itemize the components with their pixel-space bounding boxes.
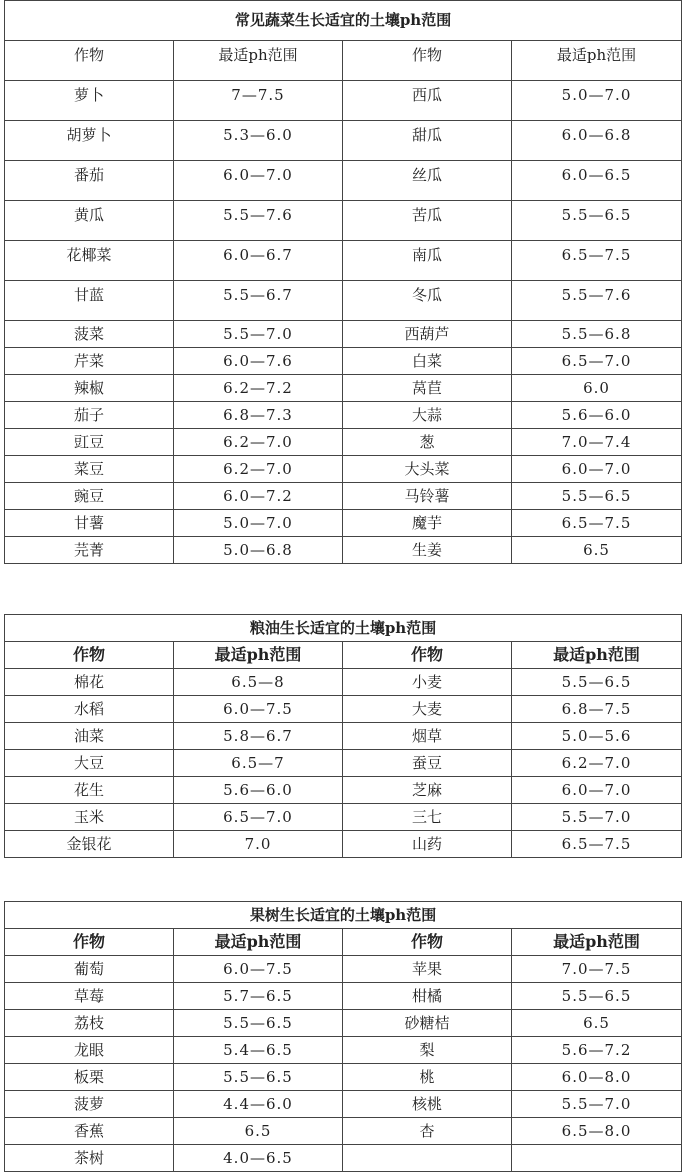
ph-range-cell: 5.5—6.8 [512,321,682,348]
crop-cell: 辣椒 [5,375,174,402]
ph-range-cell: 6.0—7.5 [174,956,343,983]
ph-range-cell: 6.0—7.0 [512,456,682,483]
crop-cell: 马铃薯 [343,483,512,510]
crop-cell: 花生 [5,777,174,804]
header-ph: 最适ph范围 [174,642,343,669]
table-row [5,161,682,201]
crop-cell: 荔枝 [5,1010,174,1037]
ph-range-cell: 6.5—8.0 [512,1118,682,1145]
grains-table-title: 粮油生长适宜的土壤ph范围 [5,615,682,642]
crop-cell: 烟草 [343,723,512,750]
table-row [5,321,682,348]
ph-range-cell: 5.0—7.0 [174,510,343,537]
ph-range-cell: 6.5 [174,1118,343,1145]
crop-cell: 胡萝卜 [5,121,174,161]
ph-range-cell: 7.0—7.4 [512,429,682,456]
ph-range-cell: 5.6—7.2 [512,1037,682,1064]
ph-range-cell: 6.0 [512,375,682,402]
vegetables-header-row [5,41,682,81]
crop-cell: 桃 [343,1064,512,1091]
ph-range-cell: 5.5—7.6 [174,201,343,241]
table-row [5,510,682,537]
ph-range-cell: 5.3—6.0 [174,121,343,161]
ph-range-cell: 5.5—6.5 [512,983,682,1010]
crop-cell: 玉米 [5,804,174,831]
crop-cell: 核桃 [343,1091,512,1118]
ph-range-cell [512,1145,682,1172]
table-row [5,777,682,804]
crop-cell: 丝瓜 [343,161,512,201]
table-row [5,831,682,858]
ph-range-cell: 6.2—7.0 [174,429,343,456]
ph-range-cell: 5.5—6.7 [174,281,343,321]
crop-cell: 苹果 [343,956,512,983]
crop-cell: 油菜 [5,723,174,750]
table-row [5,537,682,564]
ph-range-cell: 6.2—7.0 [512,750,682,777]
crop-cell: 梨 [343,1037,512,1064]
ph-range-cell: 6.5—7.0 [174,804,343,831]
header-ph: 最适ph范围 [174,41,343,81]
ph-range-cell: 5.4—6.5 [174,1037,343,1064]
crop-cell: 葱 [343,429,512,456]
ph-range-cell: 5.5—6.5 [512,669,682,696]
ph-range-cell: 6.5 [512,537,682,564]
crop-cell: 豌豆 [5,483,174,510]
ph-range-cell: 5.6—6.0 [174,777,343,804]
ph-range-cell: 6.0—6.5 [512,161,682,201]
crop-cell: 甘蓝 [5,281,174,321]
grains-table [4,614,682,858]
ph-range-cell: 5.0—7.0 [512,81,682,121]
table-row [5,1091,682,1118]
table-row [5,348,682,375]
crop-cell: 魔芋 [343,510,512,537]
ph-range-cell: 6.2—7.0 [174,456,343,483]
ph-range-cell: 4.4—6.0 [174,1091,343,1118]
ph-range-cell: 6.0—6.8 [512,121,682,161]
ph-range-cell: 5.5—7.0 [512,804,682,831]
crop-cell: 大豆 [5,750,174,777]
header-crop: 作物 [5,929,174,956]
fruits-header-row [5,929,682,956]
crop-cell: 芫菁 [5,537,174,564]
crop-cell: 萝卜 [5,81,174,121]
ph-range-cell: 6.5—8 [174,669,343,696]
crop-cell: 芹菜 [5,348,174,375]
table-row [5,696,682,723]
header-crop: 作物 [5,642,174,669]
table-row [5,669,682,696]
ph-range-cell: 5.5—7.0 [174,321,343,348]
crop-cell: 豇豆 [5,429,174,456]
crop-cell: 棉花 [5,669,174,696]
table-row [5,1118,682,1145]
ph-range-cell: 5.0—6.8 [174,537,343,564]
crop-cell: 蚕豆 [343,750,512,777]
ph-range-cell: 6.2—7.2 [174,375,343,402]
table-row [5,281,682,321]
crop-cell: 南瓜 [343,241,512,281]
ph-range-cell: 7.0 [174,831,343,858]
ph-range-cell: 6.0—8.0 [512,1064,682,1091]
crop-cell: 柑橘 [343,983,512,1010]
header-ph: 最适ph范围 [512,41,682,81]
ph-range-cell: 5.5—6.5 [174,1064,343,1091]
ph-range-cell: 6.0—7.0 [512,777,682,804]
crop-cell: 花椰菜 [5,241,174,281]
ph-range-cell: 6.0—7.2 [174,483,343,510]
header-ph: 最适ph范围 [174,929,343,956]
header-crop: 作物 [343,929,512,956]
ph-range-cell: 4.0—6.5 [174,1145,343,1172]
ph-range-cell: 6.0—7.0 [174,161,343,201]
crop-cell: 芝麻 [343,777,512,804]
crop-cell: 杏 [343,1118,512,1145]
crop-cell: 茄子 [5,402,174,429]
table-row [5,121,682,161]
crop-cell [343,1145,512,1172]
header-crop: 作物 [5,41,174,81]
ph-range-cell: 7.0—7.5 [512,956,682,983]
header-crop: 作物 [343,41,512,81]
table-row [5,1145,682,1172]
crop-cell: 板栗 [5,1064,174,1091]
crop-cell: 水稻 [5,696,174,723]
table-row [5,956,682,983]
crop-cell: 茶树 [5,1145,174,1172]
header-ph: 最适ph范围 [512,642,682,669]
crop-cell: 苦瓜 [343,201,512,241]
table-row [5,429,682,456]
ph-range-cell: 6.5—7.5 [512,241,682,281]
crop-cell: 龙眼 [5,1037,174,1064]
table-row [5,1064,682,1091]
vegetables-table [4,0,682,564]
table-row [5,241,682,281]
ph-range-cell: 6.0—7.6 [174,348,343,375]
crop-cell: 西葫芦 [343,321,512,348]
ph-range-cell: 6.5 [512,1010,682,1037]
crop-cell: 甘薯 [5,510,174,537]
crop-cell: 菜豆 [5,456,174,483]
table-row [5,750,682,777]
crop-cell: 生姜 [343,537,512,564]
ph-range-cell: 6.5—7.0 [512,348,682,375]
ph-range-cell: 5.6—6.0 [512,402,682,429]
ph-range-cell: 5.7—6.5 [174,983,343,1010]
ph-range-cell: 5.5—6.5 [512,201,682,241]
crop-cell: 莴苣 [343,375,512,402]
crop-cell: 草莓 [5,983,174,1010]
ph-range-cell: 6.5—7 [174,750,343,777]
table-row [5,402,682,429]
crop-cell: 大麦 [343,696,512,723]
ph-range-cell: 5.5—6.5 [512,483,682,510]
ph-range-cell: 5.8—6.7 [174,723,343,750]
fruits-table [4,901,682,1172]
ph-range-cell: 5.0—5.6 [512,723,682,750]
ph-range-cell: 6.8—7.3 [174,402,343,429]
table-row [5,983,682,1010]
crop-cell: 葡萄 [5,956,174,983]
grains-header-row [5,642,682,669]
table-row [5,1010,682,1037]
table-row [5,723,682,750]
crop-cell: 冬瓜 [343,281,512,321]
crop-cell: 山药 [343,831,512,858]
crop-cell: 砂糖桔 [343,1010,512,1037]
crop-cell: 小麦 [343,669,512,696]
ph-range-cell: 6.5—7.5 [512,831,682,858]
table-row [5,483,682,510]
vegetables-table-title: 常见蔬菜生长适宜的土壤ph范围 [5,1,682,41]
crop-cell: 番茄 [5,161,174,201]
table-row [5,1037,682,1064]
table-row [5,375,682,402]
fruits-table-title: 果树生长适宜的土壤ph范围 [5,902,682,929]
ph-range-cell: 6.5—7.5 [512,510,682,537]
table-row [5,804,682,831]
ph-range-cell: 6.0—7.5 [174,696,343,723]
crop-cell: 西瓜 [343,81,512,121]
table-row [5,456,682,483]
crop-cell: 大头菜 [343,456,512,483]
ph-range-cell: 5.5—7.0 [512,1091,682,1118]
crop-cell: 三七 [343,804,512,831]
crop-cell: 白菜 [343,348,512,375]
crop-cell: 甜瓜 [343,121,512,161]
header-crop: 作物 [343,642,512,669]
crop-cell: 香蕉 [5,1118,174,1145]
ph-range-cell: 7—7.5 [174,81,343,121]
table-row [5,201,682,241]
crop-cell: 菠萝 [5,1091,174,1118]
crop-cell: 黄瓜 [5,201,174,241]
table-row [5,81,682,121]
crop-cell: 菠菜 [5,321,174,348]
ph-range-cell: 5.5—7.6 [512,281,682,321]
crop-cell: 大蒜 [343,402,512,429]
crop-cell: 金银花 [5,831,174,858]
ph-range-cell: 6.8—7.5 [512,696,682,723]
header-ph: 最适ph范围 [512,929,682,956]
ph-range-cell: 6.0—6.7 [174,241,343,281]
ph-range-cell: 5.5—6.5 [174,1010,343,1037]
